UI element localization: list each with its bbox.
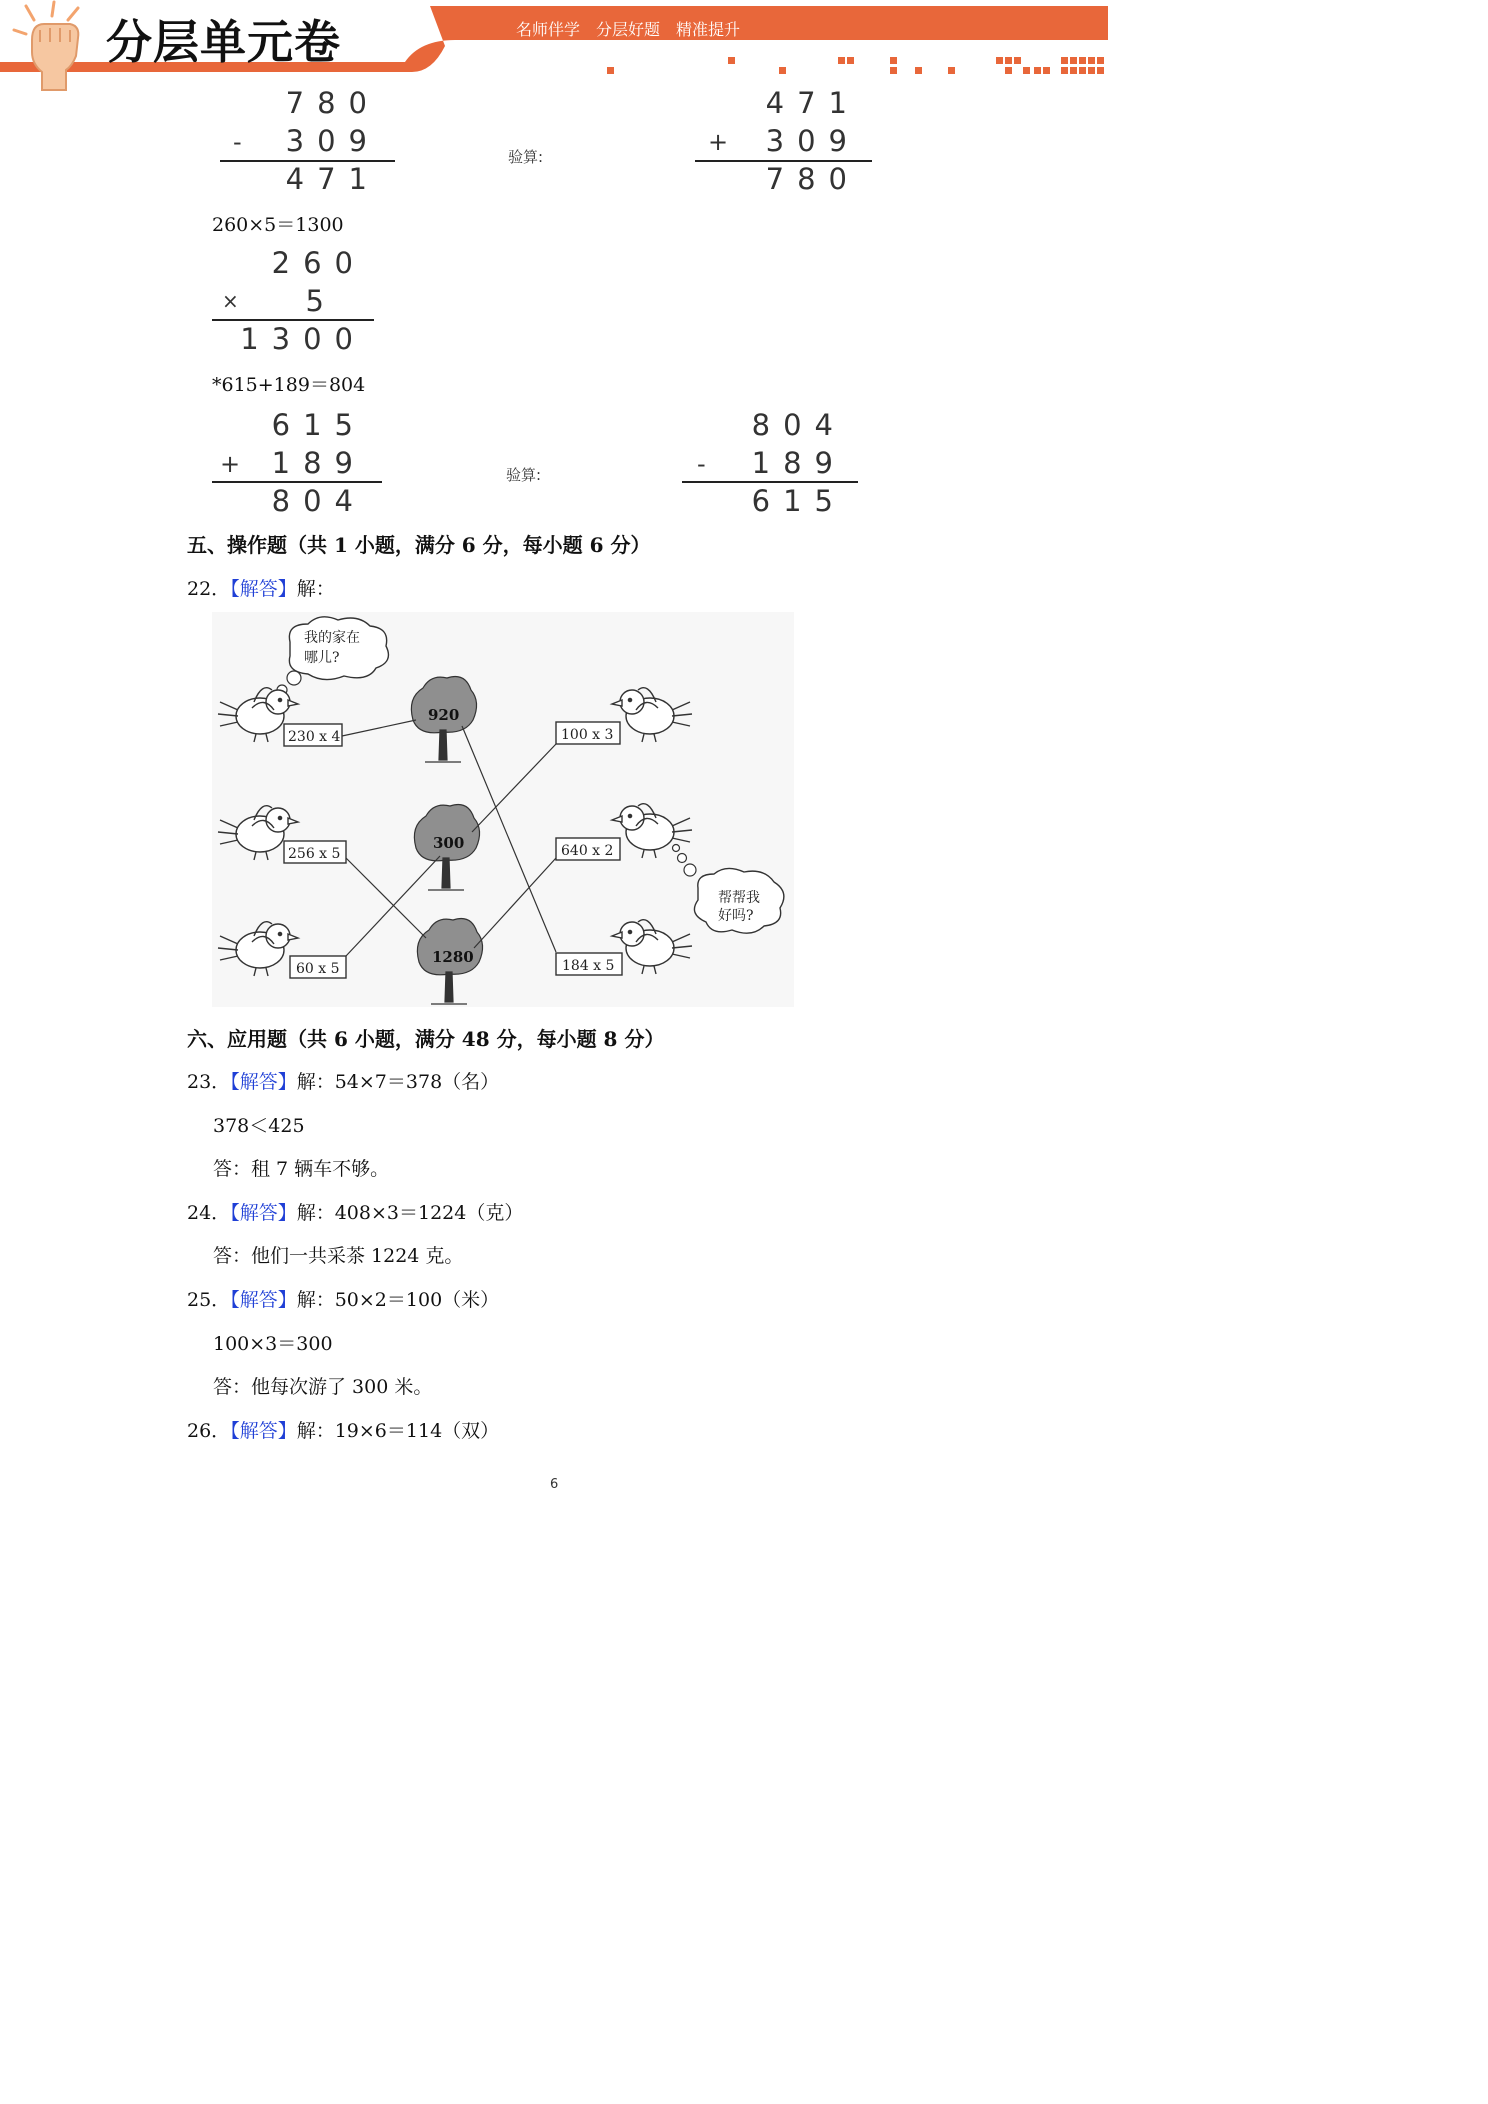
answer-text: 解：50×2＝100（米） [296, 1289, 500, 1311]
tree-value: 1280 [432, 948, 474, 966]
answer-tag: 【解答】 [230, 1071, 297, 1093]
answer-tag: 【解答】 [230, 1420, 297, 1442]
verify-label: 验算: [506, 466, 542, 484]
equation-615+189: *615+189＝804 [212, 374, 366, 396]
card-right-1: 100 x 3 [561, 727, 614, 743]
page-number: 6 [550, 1477, 559, 1492]
addend-1: 615 [271, 408, 366, 442]
page-header [0, 0, 1108, 92]
brand-title: 分层单元卷 [106, 15, 341, 69]
tree-value: 300 [433, 834, 465, 852]
bubble-right-line-2: 好吗? [718, 908, 754, 924]
bird-icon [612, 920, 692, 974]
section-5-heading: 五、操作题（共 1 小题，满分 6 分，每小题 6 分） [187, 533, 651, 557]
question-number: 25． [187, 1289, 231, 1311]
answer-26 [187, 1416, 499, 1443]
addend-1: 471 [765, 86, 860, 120]
section-6-heading: 六、应用题（共 6 小题，满分 48 分，每小题 8 分） [187, 1027, 665, 1051]
sum: 780 [765, 162, 860, 196]
minus-sign: - [233, 128, 242, 156]
answer-text: 解：19×6＝114（双） [296, 1420, 500, 1442]
bubble-top-line-1: 我的家在 [304, 630, 360, 646]
subtrahend: 309 [285, 124, 380, 158]
answer-25 [187, 1285, 499, 1312]
answer-tag: 【解答】 [230, 578, 297, 600]
thought-bubble-top [271, 617, 389, 702]
question-number: 24． [187, 1202, 231, 1224]
result-line [212, 481, 382, 483]
card-right-2: 640 x 2 [561, 843, 614, 859]
answer-tag: 【解答】 [230, 1289, 297, 1311]
answer-23-line-3: 答：租 7 辆车不够。 [213, 1158, 390, 1180]
subtrahend: 189 [751, 446, 846, 480]
minus-sign: - [697, 450, 706, 478]
raised-fist-icon [6, 0, 96, 92]
card-left-3: 60 x 5 [296, 961, 340, 977]
answer-text: 解： [296, 578, 335, 600]
bird-icon [218, 922, 298, 976]
multiplicand: 260 [271, 246, 366, 280]
bird-icon [612, 688, 692, 742]
equation-260x5: 260×5＝1300 [212, 214, 344, 236]
multiplier: 5 [305, 284, 337, 318]
header-slogan: 名师伴学 分层好题 精准提升 [516, 20, 741, 39]
plus-sign: + [708, 128, 729, 156]
product: 1300 [240, 322, 366, 356]
answer-text: 解：408×3＝1224（克） [296, 1202, 524, 1224]
minuend: 780 [285, 86, 380, 120]
answer-23 [187, 1067, 499, 1094]
figure-drawing [212, 612, 794, 1007]
thought-bubble-right [673, 845, 784, 934]
question-number: 23． [187, 1071, 231, 1093]
card-left-1: 230 x 4 [288, 729, 341, 745]
difference: 615 [751, 484, 846, 518]
answer-22 [187, 574, 335, 601]
answer-24 [187, 1198, 523, 1225]
sum: 804 [271, 484, 366, 518]
times-sign: × [222, 289, 239, 313]
birds-trees-figure [212, 612, 794, 1007]
result-line [682, 481, 858, 483]
bubble-right-line-1: 帮帮我 [718, 890, 760, 906]
answer-24-line-2: 答：他们一共采茶 1224 克。 [213, 1245, 464, 1267]
minuend: 804 [751, 408, 846, 442]
question-number: 22． [187, 578, 231, 600]
addend-2: 189 [271, 446, 366, 480]
card-right-3: 184 x 5 [562, 958, 615, 974]
bubble-top-line-2: 哪儿? [304, 650, 340, 666]
answer-tag: 【解答】 [230, 1202, 297, 1224]
verify-label: 验算: [508, 148, 544, 166]
answer-text: 解：54×7＝378（名） [296, 1071, 500, 1093]
question-number: 26． [187, 1420, 231, 1442]
addend-2: 309 [765, 124, 860, 158]
answer-25-line-3: 答：他每次游了 300 米。 [213, 1376, 433, 1398]
plus-sign: + [220, 450, 241, 478]
difference: 471 [285, 162, 380, 196]
bird-icon [612, 804, 692, 858]
answer-23-line-2: 378＜425 [213, 1115, 305, 1137]
tree-value: 920 [428, 706, 460, 724]
result-line [212, 319, 374, 321]
card-left-2: 256 x 5 [288, 846, 341, 862]
answer-25-line-2: 100×3＝300 [213, 1333, 333, 1355]
